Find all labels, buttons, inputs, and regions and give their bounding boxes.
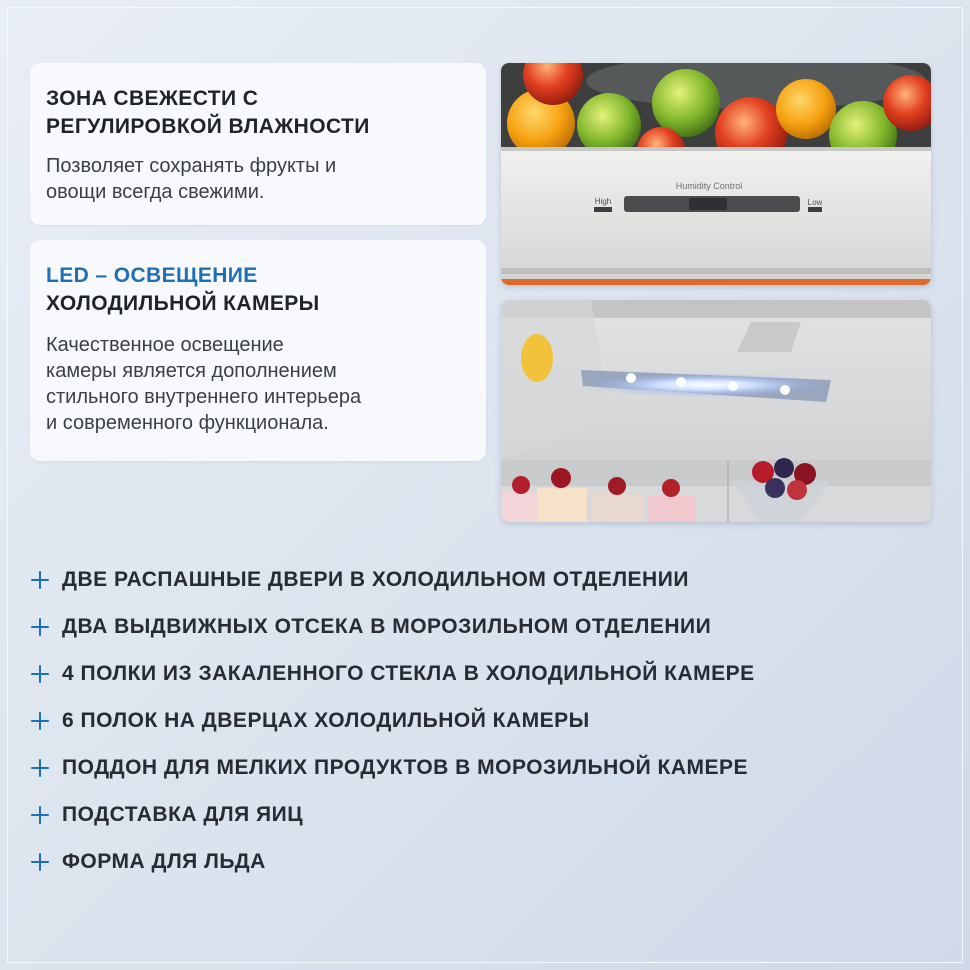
feature-text: ДВА ВЫДВИЖНЫХ ОТСЕКА В МОРОЗИЛЬНОМ ОТДЕЛЕНИИ — [62, 614, 712, 638]
feature-text: ДВЕ РАСПАШНЫЕ ДВЕРИ В ХОЛОДИЛЬНОМ ОТДЕЛЕНИИ — [62, 567, 689, 591]
list-item — [30, 744, 755, 791]
description-line: и современного функционала. — [46, 412, 329, 434]
humidity-zone-card — [30, 63, 486, 225]
low-label: Low — [807, 198, 823, 207]
list-item — [30, 556, 755, 603]
description-line: камеры является дополнением — [46, 360, 337, 382]
high-label: High — [594, 197, 612, 206]
title-accent: LED – ОСВЕЩЕНИЕ — [46, 264, 258, 287]
card-title — [46, 262, 472, 318]
plus-icon — [30, 852, 50, 872]
description-line: Качественное освещение — [46, 334, 284, 356]
led-lighting-photo — [501, 300, 931, 522]
list-item — [30, 603, 755, 650]
low-indicator — [808, 207, 822, 212]
plus-icon — [30, 711, 50, 731]
feature-text: 6 ПОЛОК НА ДВЕРЦАХ ХОЛОДИЛЬНОЙ КАМЕРЫ — [62, 708, 590, 732]
feature-text: ПОДДОН ДЛЯ МЕЛКИХ ПРОДУКТОВ В МОРОЗИЛЬНОЙ КАМЕРЕ — [62, 755, 749, 779]
humidity-drawer-image — [501, 63, 931, 285]
plus-icon — [30, 617, 50, 637]
feature-text: ФОРМА ДЛЯ ЛЬДА — [62, 849, 266, 873]
list-item — [30, 697, 755, 744]
plus-icon — [30, 570, 50, 590]
humidity-panel-label: Humidity Control — [675, 181, 743, 191]
description-line: стильного внутреннего интерьера — [46, 386, 362, 408]
feature-list — [30, 556, 755, 885]
plus-icon — [30, 805, 50, 825]
humidity-drawer-photo — [501, 63, 931, 285]
title-line: ЗОНА СВЕЖЕСТИ С — [46, 87, 259, 110]
card-title — [46, 85, 472, 141]
title-line: ХОЛОДИЛЬНОЙ КАМЕРЫ — [46, 292, 320, 315]
list-item — [30, 791, 755, 838]
led-lighting-card — [30, 240, 486, 461]
high-indicator — [594, 207, 612, 212]
card-description — [46, 153, 472, 205]
plus-icon — [30, 758, 50, 778]
title-line: РЕГУЛИРОВКОЙ ВЛАЖНОСТИ — [46, 115, 370, 138]
description-line: овощи всегда свежими. — [46, 181, 265, 203]
list-item — [30, 650, 755, 697]
description-line: Позволяет сохранять фрукты и — [46, 155, 337, 177]
card-description — [46, 332, 472, 436]
feature-text: ПОДСТАВКА ДЛЯ ЯИЦ — [62, 802, 304, 826]
plus-icon — [30, 664, 50, 684]
humidity-slider-knob — [689, 198, 727, 210]
feature-text: 4 ПОЛКИ ИЗ ЗАКАЛЕННОГО СТЕКЛА В ХОЛОДИЛЬНОЙ КАМЕРЕ — [62, 661, 755, 685]
list-item — [30, 838, 755, 885]
led-lighting-image — [501, 300, 931, 522]
